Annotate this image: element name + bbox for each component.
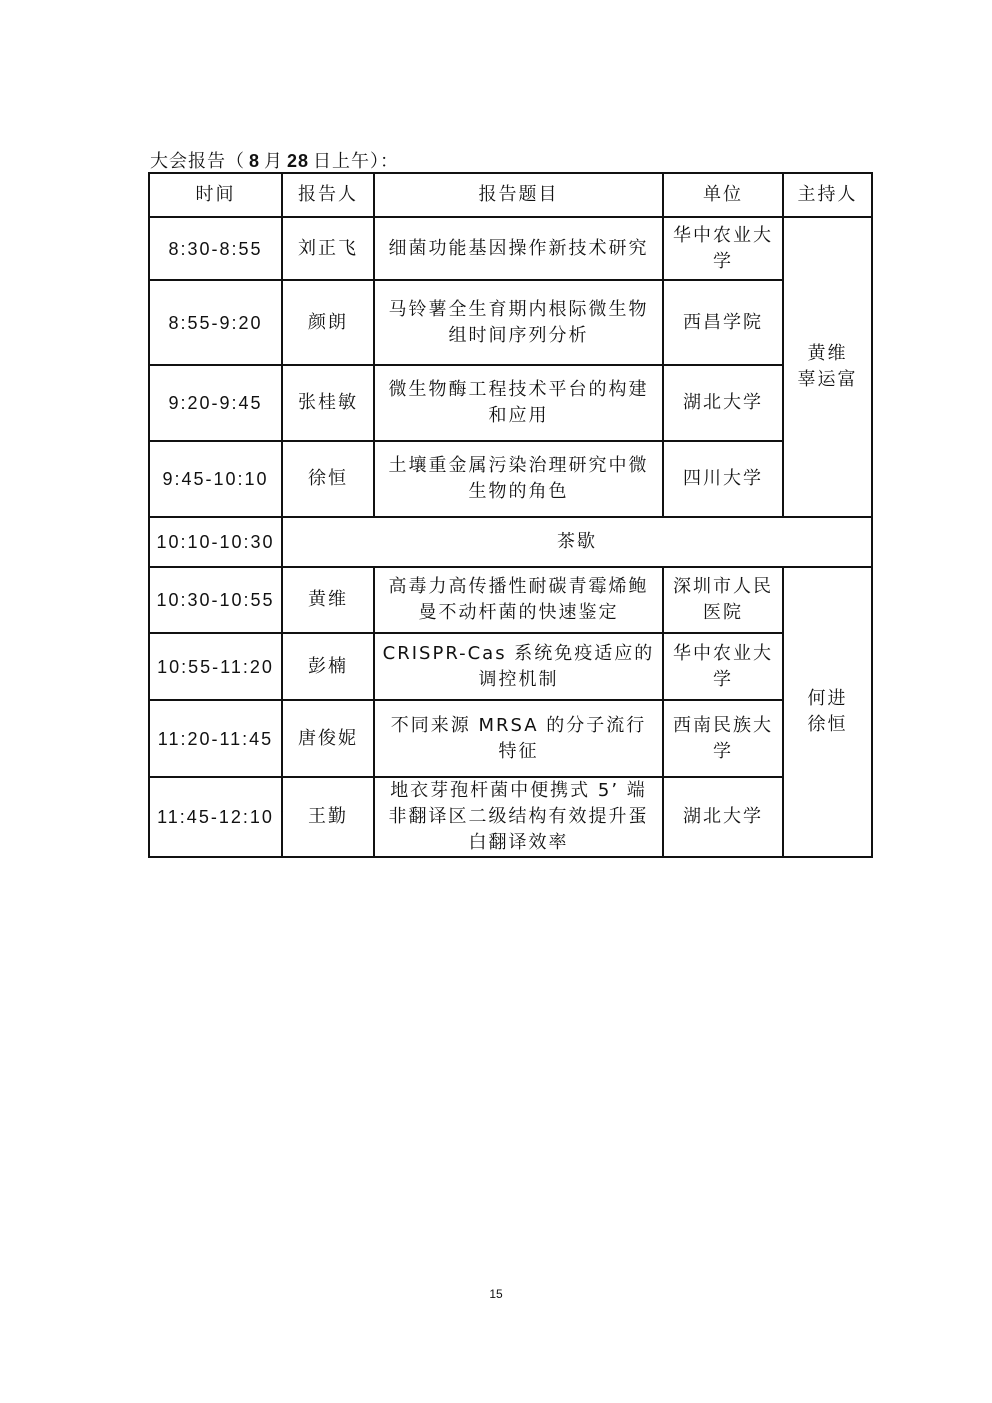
row-time: 8:30-8:55 [149,217,282,280]
header-host: 主持人 [783,173,872,217]
break-label: 茶歇 [282,517,872,567]
row-unit: 四川大学 [663,441,783,517]
table-row [149,700,872,777]
row-unit: 华中农业大学 [663,633,783,700]
table-row [149,441,872,517]
table-row [149,217,872,280]
row-time: 8:55-9:20 [149,280,282,365]
row-speaker: 黄维 [282,567,374,633]
host-cell-session2 [783,567,872,857]
page-number: 15 [489,1287,503,1301]
row-speaker: 徐恒 [282,441,374,517]
row-time: 9:20-9:45 [149,365,282,441]
row-time: 11:20-11:45 [149,700,282,777]
row-unit: 西南民族大学 [663,700,783,777]
table-row [149,777,872,857]
row-speaker: 王勤 [282,777,374,857]
header-speaker: 报告人 [282,173,374,217]
caption-day: 28 [287,151,310,171]
row-unit: 深圳市人民医院 [663,567,783,633]
header-time: 时间 [149,173,282,217]
table-row [149,633,872,700]
row-topic: 高毒力高传播性耐碳青霉烯鲍曼不动杆菌的快速鉴定 [374,567,663,633]
host-name: 徐恒 [807,714,848,735]
caption-suffix: 日上午）： [313,151,400,172]
row-unit: 湖北大学 [663,777,783,857]
row-topic: 地衣芽孢杆菌中便携式 5’ 端非翻译区二级结构有效提升蛋白翻译效率 [374,777,663,857]
caption-month: 8 [249,151,261,171]
row-topic: 细菌功能基因操作新技术研究 [374,217,663,280]
row-topic: 不同来源 MRSA 的分子流行特征 [374,700,663,777]
row-unit: 华中农业大学 [663,217,783,280]
row-time: 10:10-10:30 [149,517,282,567]
row-topic: 马铃薯全生育期内根际微生物组时间序列分析 [374,280,663,365]
caption-prefix: 大会报告（ [150,151,245,172]
row-speaker: 彭楠 [282,633,374,700]
row-speaker: 刘正飞 [282,217,374,280]
caption-month-unit: 月 [264,151,284,172]
schedule-table [148,172,873,858]
row-time: 10:55-11:20 [149,633,282,700]
break-row [149,517,872,567]
host-name: 辜运富 [797,369,858,390]
row-speaker: 唐俊妮 [282,700,374,777]
table-row [149,280,872,365]
table-caption [150,147,399,173]
host-cell-session1 [783,217,872,517]
host-name: 黄维 [807,343,848,364]
row-unit: 湖北大学 [663,365,783,441]
header-topic: 报告题目 [374,173,663,217]
row-topic: 土壤重金属污染治理研究中微生物的角色 [374,441,663,517]
table-row [149,567,872,633]
row-time: 10:30-10:55 [149,567,282,633]
row-topic: 微生物酶工程技术平台的构建和应用 [374,365,663,441]
row-topic: CRISPR-Cas 系统免疫适应的调控机制 [374,633,663,700]
table-row [149,365,872,441]
row-time: 9:45-10:10 [149,441,282,517]
row-time: 11:45-12:10 [149,777,282,857]
table-header-row [149,173,872,217]
row-speaker: 张桂敏 [282,365,374,441]
row-speaker: 颜朗 [282,280,374,365]
header-unit: 单位 [663,173,783,217]
host-name: 何进 [807,688,848,709]
row-unit: 西昌学院 [663,280,783,365]
